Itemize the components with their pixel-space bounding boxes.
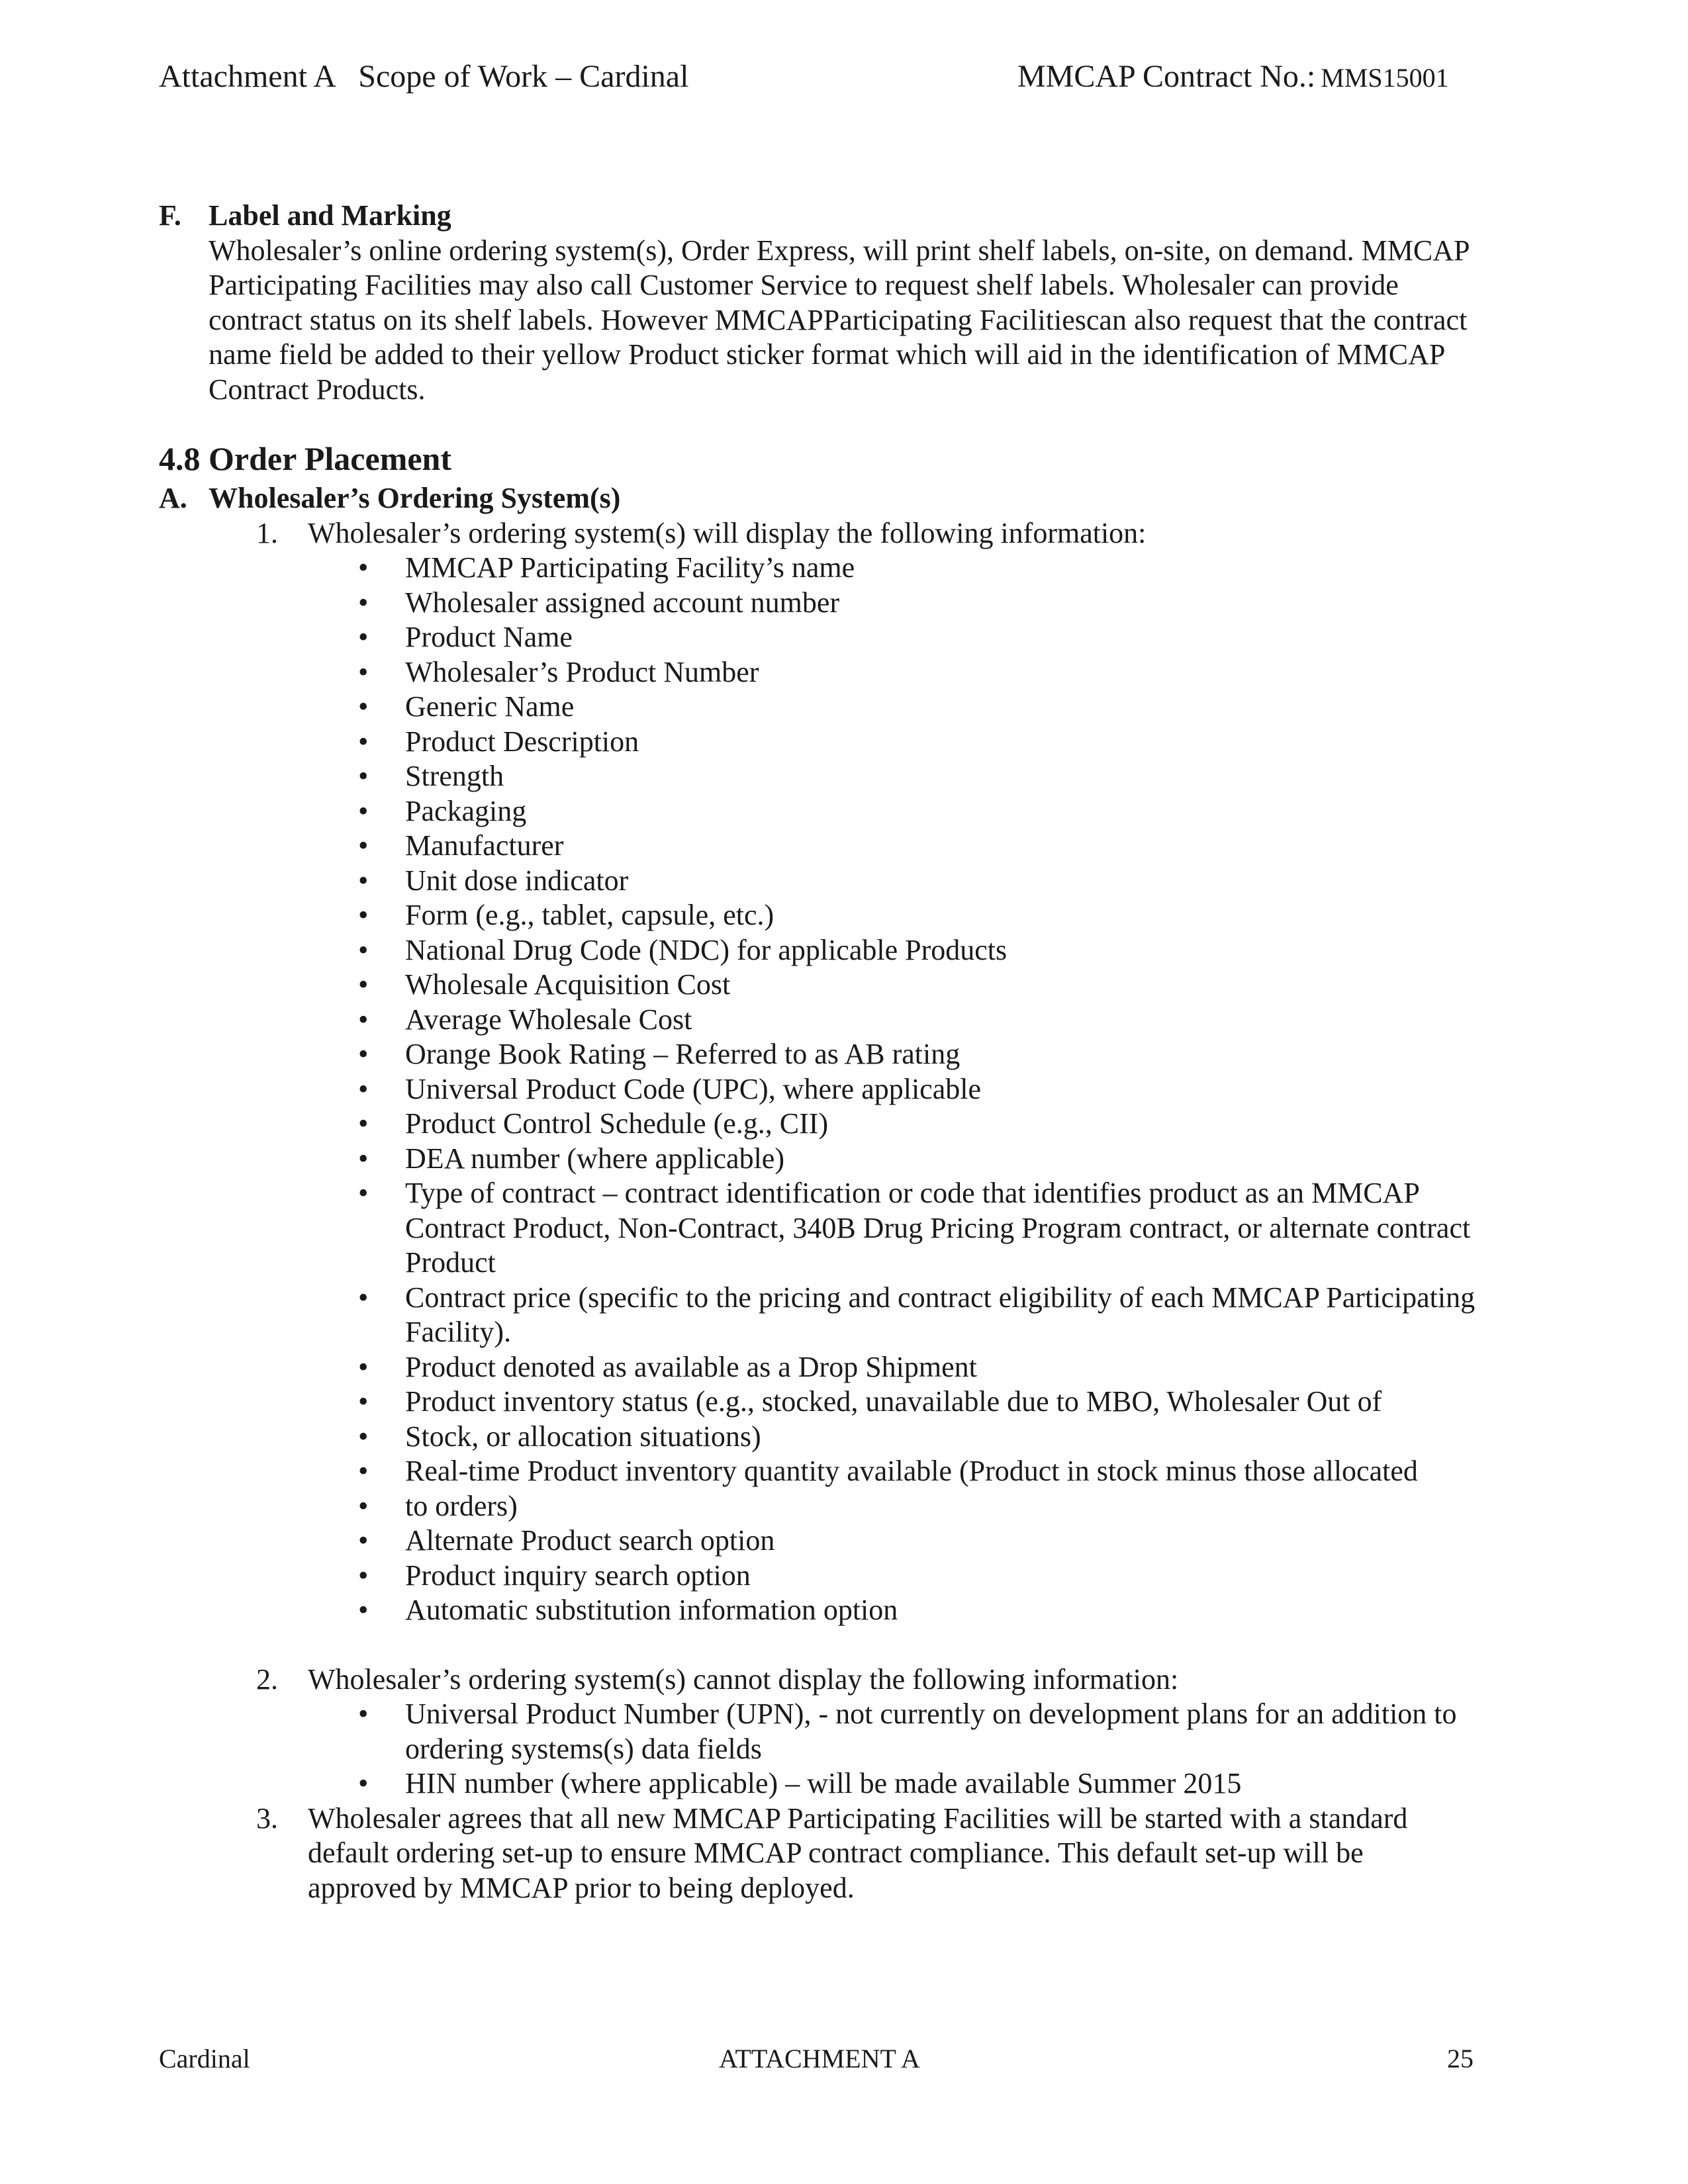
bullet-icon: • [358,690,369,723]
bullet-icon: • [358,1455,369,1487]
section-4-8-heading: 4.8 Order Placement [159,440,451,477]
item-number: 3. [256,1801,278,1835]
paragraph-line: Contract Products. [209,373,426,406]
paragraph-line: Wholesaler’s online ordering system(s), Order Express, will print shelf labels, on-site, on demand. MMCAP [209,234,1470,267]
list-item [356,1107,1542,1142]
page-number: 25 [1447,2044,1474,2073]
list-item-text: Contract Product, Non-Contract, 340B Drug Pricing Program contract, or alternate contract [405,1211,1471,1244]
list-item [356,655,1542,690]
list-item [356,898,1542,933]
numbered-item-2 [256,1662,1542,1698]
list-item [356,1524,1542,1559]
section-f-letter: F. [159,199,181,232]
bullet-icon: • [358,1038,369,1070]
list-item [356,1037,1542,1072]
bullet-icon: • [358,725,369,758]
list-item-text: Product Description [405,725,639,758]
list-item-text: Real-time Product inventory quantity available (Product in stock minus those allocated [405,1455,1418,1487]
list-item [356,551,1542,586]
list-item-text: Universal Product Code (UPC), where applicable [405,1072,981,1105]
bullet-icon: • [358,655,369,688]
bullet-icon: • [358,968,369,1001]
bullet-icon: • [358,586,369,619]
page-header [159,58,1529,98]
list-item-text: Wholesale Acquisition Cost [405,968,731,1001]
bullet-icon: • [358,1524,369,1557]
bullet-icon: • [358,1559,369,1592]
list-item [356,620,1542,655]
list-item [356,1559,1542,1594]
section-a-heading [159,481,1542,516]
list-item-text: Wholesaler’s Product Number [405,655,759,688]
bullet-icon: • [358,1142,369,1175]
list-item-text: Alternate Product search option [405,1524,775,1557]
list-item [356,1072,1542,1107]
bullet-icon: • [358,1767,369,1799]
list-item [356,1281,1542,1350]
list-item-text: Facility). [405,1316,512,1348]
spacer [159,1628,1542,1662]
list-item [356,759,1542,794]
list-item [356,725,1542,760]
bullet-icon: • [358,1350,369,1383]
list-item [356,1350,1542,1385]
footer-attachment: ATTACHMENT A [719,2044,920,2073]
bullet-icon: • [358,829,369,862]
list-item [356,1766,1542,1801]
numbered-item-1 [256,516,1542,551]
list-item [356,1697,1542,1766]
list-item-text: Universal Product Number (UPN), - not currently on development plans for an addition to [405,1698,1457,1730]
list-item-text: National Drug Code (NDC) for applicable Products [405,933,1008,966]
list-item-text: to orders) [405,1489,518,1522]
list-item [356,794,1542,829]
bullet-icon: • [358,864,369,897]
list-item-text: Average Wholesale Cost [405,1003,692,1036]
list-item [356,1142,1542,1177]
list-item-text: Product inquiry search option [405,1559,751,1592]
section-a-letter: A. [159,482,187,514]
bullet-icon: • [358,1177,369,1209]
list-item-text: Stock, or allocation situations) [405,1420,761,1453]
paragraph-line: Participating Facilities may also call Customer Service to request shelf labels. Wholesaler can provide [209,269,1399,301]
numbered-item-3 [256,1801,1542,1906]
list-item-text: Wholesaler assigned account number [405,586,840,619]
bullet-icon: • [358,899,369,931]
bullet-icon: • [358,1281,369,1314]
section-a-title: Wholesaler’s Ordering System(s) [209,482,621,514]
bullet-icon: • [358,933,369,966]
list-item-text: Strength [405,760,504,792]
list-item-text: Product denoted as available as a Drop Shipment [405,1350,977,1383]
bullet-icon: • [358,1385,369,1418]
bullet-icon: • [358,1420,369,1453]
list-item-text: Generic Name [405,690,575,723]
list-item-text: Orange Book Rating – Referred to as AB rating [405,1038,961,1070]
list-item-text: Packaging [405,794,527,827]
list-item-text: Product [405,1246,496,1279]
list-item [356,1454,1542,1489]
header-title: Attachment A Scope of Work – Cardinal [159,59,689,94]
list-item-text: Automatic substitution information option [405,1594,898,1626]
list-item [356,1593,1542,1628]
section-f-heading [159,199,1542,234]
bullet-icon: • [358,1698,369,1730]
list-item-text: Unit dose indicator [405,864,629,897]
list-item [356,586,1542,621]
bullet-icon: • [358,760,369,792]
item-number: 1. [256,516,278,549]
section-f-paragraph [209,234,1542,408]
bullet-icon: • [358,621,369,653]
list-item [356,1385,1542,1420]
list-item [356,690,1542,725]
section-f-title: Label and Marking [209,199,451,232]
item-text-line: approved by MMCAP prior to being deployed. [308,1871,855,1904]
item-text-line: default ordering set-up to ensure MMCAP contract compliance. This default set-up will be [308,1837,1364,1869]
list-item [356,1003,1542,1038]
list-item-text: Type of contract – contract identification or code that identifies product as an MMCAP [405,1177,1420,1209]
list-item [356,1420,1542,1455]
footer-company: Cardinal [159,2044,250,2073]
bullet-icon: • [358,1072,369,1105]
item-text [308,1801,1542,1906]
item-text: Wholesaler’s ordering system(s) will display the following information: [308,516,1147,549]
bullet-icon: • [358,1003,369,1036]
contract-number: MMS15001 [1321,63,1449,93]
list-item [356,829,1542,864]
list-item-text: MMCAP Participating Facility’s name [405,551,855,584]
paragraph-line: contract status on its shelf labels. However MMCAPParticipating Facilitiescan also request that the contract [209,303,1468,336]
contract-label: MMCAP Contract No.: [1017,59,1316,94]
bullet-icon: • [358,1489,369,1522]
list-item [356,1176,1542,1281]
list-item-text: Product Control Schedule (e.g., CII) [405,1107,829,1140]
list-item-text: Product Name [405,621,573,653]
list-item-text: ordering systems(s) data fields [405,1732,762,1765]
bullet-icon: • [358,794,369,827]
bullet-list-display [356,551,1542,1628]
list-item [356,933,1542,968]
list-item-text: Form (e.g., tablet, capsule, etc.) [405,899,774,931]
item-text: Wholesaler’s ordering system(s) cannot display the following information: [308,1662,1179,1696]
item-number: 2. [256,1662,278,1696]
header-contract [1017,58,1449,95]
bullet-icon: • [358,551,369,584]
paragraph-line: name field be added to their yellow Product sticker format which will aid in the identification of MMCAP [209,338,1446,371]
bullet-list-cannot-display [356,1697,1542,1801]
list-item-text: Manufacturer [405,829,564,862]
list-item [356,968,1542,1003]
bullet-icon: • [358,1107,369,1140]
list-item-text: HIN number (where applicable) – will be made available Summer 2015 [405,1767,1242,1799]
list-item-text: Product inventory status (e.g., stocked, unavailable due to MBO, Wholesaler Out of [405,1385,1382,1418]
item-text-line: Wholesaler agrees that all new MMCAP Participating Facilities will be started with a standard [308,1801,1408,1835]
list-item-text: DEA number (where applicable) [405,1142,784,1175]
list-item-text: Contract price (specific to the pricing and contract eligibility of each MMCAP Participating [405,1281,1476,1314]
document-body [159,199,1542,1905]
bullet-icon: • [358,1594,369,1626]
list-item [356,1489,1542,1524]
list-item [356,864,1542,899]
